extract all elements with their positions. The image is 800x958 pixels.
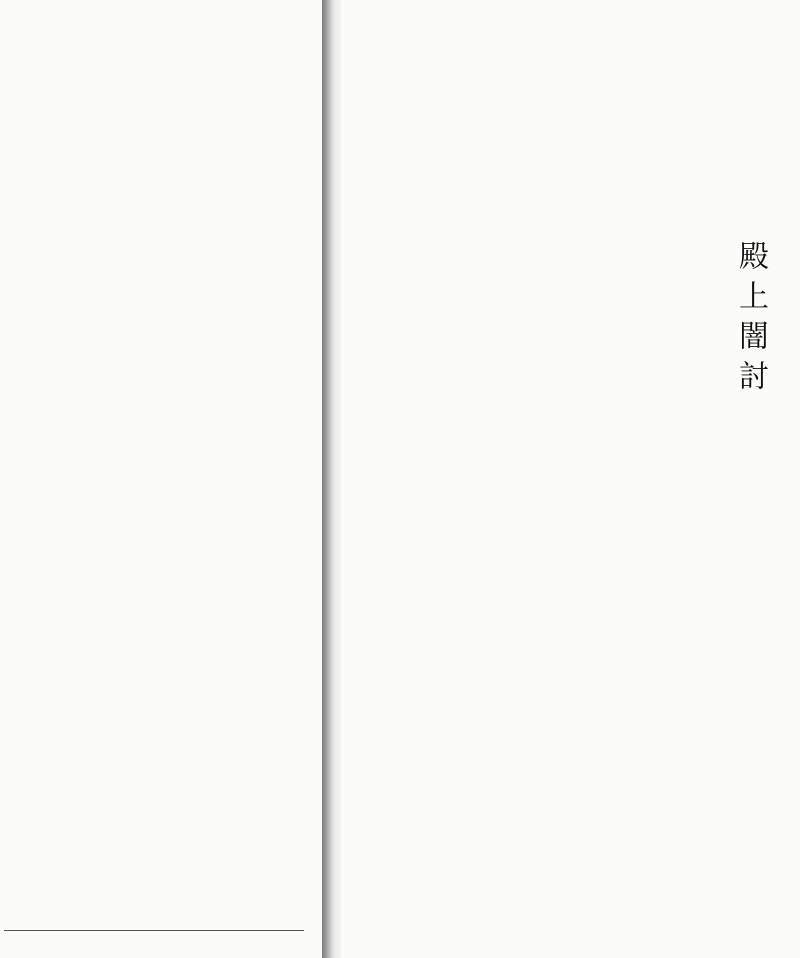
book-gutter [322,0,342,958]
page-rule [4,930,304,931]
right-page [342,0,800,958]
left-page [0,0,322,958]
chapter-title: 殿上闇討 [733,240,768,400]
